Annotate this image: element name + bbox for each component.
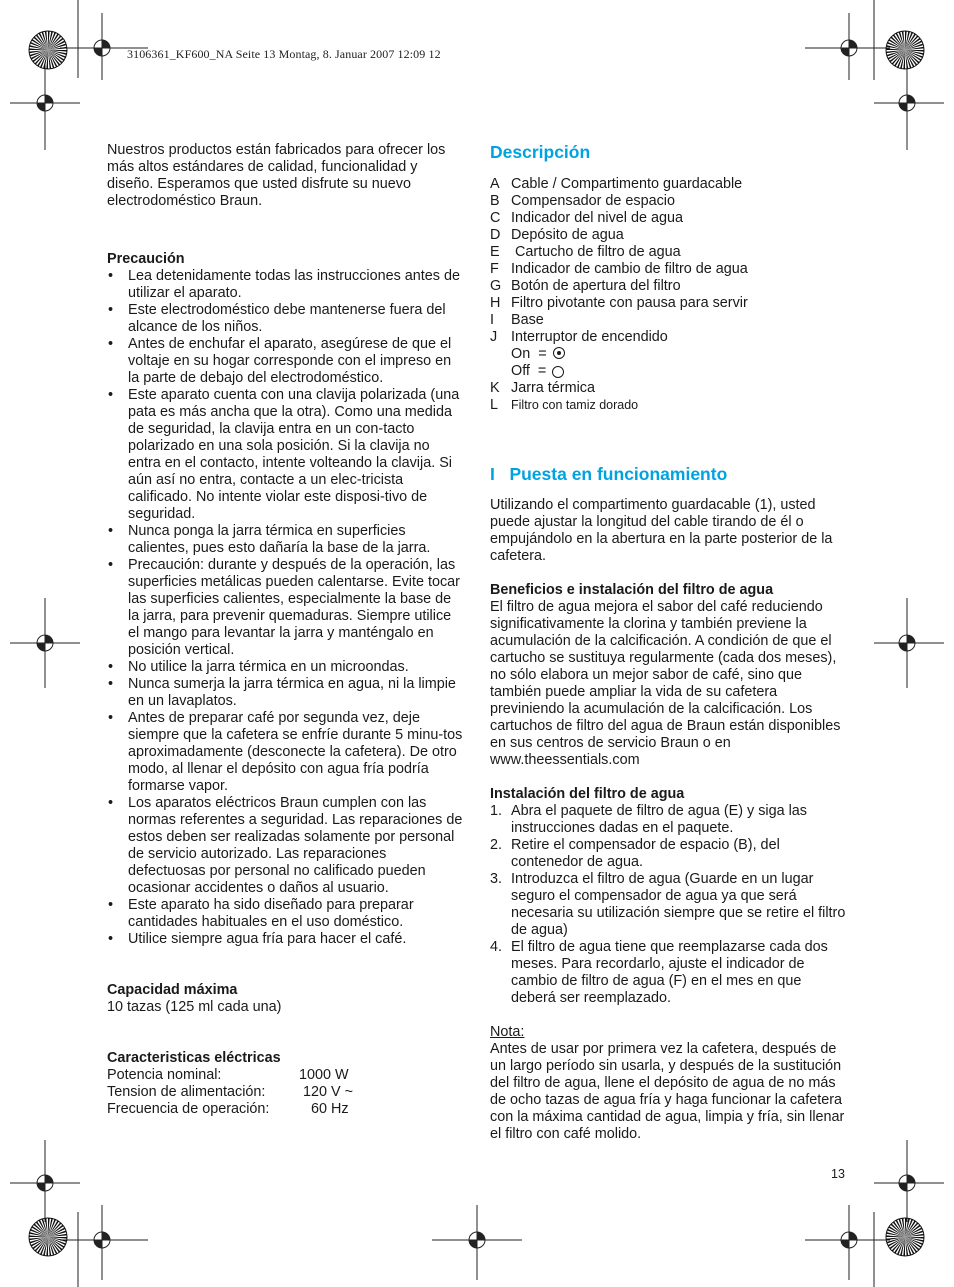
part-text: Interruptor de encendido <box>511 329 668 345</box>
list-item: • Nunca sumerja la jarra térmica en agua, ni la limpie en un lavaplatos. <box>107 676 463 710</box>
parts-list <box>490 176 846 414</box>
spec-table <box>107 1067 463 1118</box>
step-number: 3. <box>490 871 503 887</box>
part-letter: H <box>490 295 501 311</box>
switch-off-label: Off = <box>511 363 547 379</box>
startup-heading: I Puesta en funcionamiento <box>490 464 728 484</box>
list-item <box>490 803 846 837</box>
note-paragraph: Antes de usar por primera vez la cafetera, después de un largo período sin usarla, y después de la sustitución del filtro de agua, llene el depósito de agua de no más de ocho tazas de agua fría y haga funcionar la cafetera con la máxima cantidad de agua, limpia y fría, sin llenar el filtro con café molido. <box>490 1041 845 1142</box>
list-item <box>490 397 846 414</box>
sunburst-mark <box>885 1217 925 1257</box>
capacity-heading: Capacidad máxima <box>107 982 238 998</box>
list-item: • Este aparato cuenta con una clavija polarizada (una pata es más ancha que la otra). Como una medida de seguridad, la clavija entra en un con-tacto polarizado en una sola posición. Si la clavija no entra en el contacto, intente volteando la clavija. Si aún así no entra, contacte a un elec-tricista calificado. No intente violar este disposi-tivo de seguridad. <box>107 387 463 523</box>
part-text: Filtro pivotante con pausa para servir <box>511 295 748 311</box>
switch-on-row <box>490 346 846 363</box>
spec-value: 120 V ~ <box>303 1084 354 1100</box>
spec-label: Tension de alimentación: <box>107 1084 266 1100</box>
list-item: • Antes de preparar café por segunda vez, deje siempre que la cafetera se enfríe durante 5 minu-tos aproximadamente (desconecte la cafetera). De otro modo, al llenar el depósito con agua fría podría formarse vapor. <box>107 710 463 795</box>
capacity-text: 10 tazas (125 ml cada una) <box>107 999 282 1015</box>
right-column <box>490 142 846 1143</box>
spec-row <box>107 1084 463 1101</box>
part-text: Indicador de cambio de filtro de agua <box>511 261 748 277</box>
step-number: 2. <box>490 837 503 853</box>
list-item: • Lea detenidamente todas las instrucciones antes de utilizar el aparato. <box>107 268 463 302</box>
spec-row <box>107 1101 463 1118</box>
description-heading: Descripción <box>490 142 591 162</box>
list-item <box>490 278 846 295</box>
step-text: Abra el paquete de filtro de agua (E) y siga las instrucciones dadas en el paquete. <box>511 803 807 836</box>
power-on-icon <box>553 347 565 359</box>
page-number: 13 <box>831 1167 845 1181</box>
part-text: Base <box>511 312 544 328</box>
spec-value: 60 Hz <box>311 1101 349 1117</box>
step-text: Introduzca el filtro de agua (Guarde en un lugar seguro el compensador de agua ya que será necesaria su utilización siempre que se retire el filtro de agua) <box>511 871 846 938</box>
switch-off-row <box>490 363 846 380</box>
part-text: Jarra térmica <box>511 380 595 396</box>
part-text: Indicador del nivel de agua <box>511 210 684 226</box>
part-letter: I <box>490 312 494 328</box>
startup-paragraph: Utilizando el compartimento guardacable (1), usted puede ajustar la longitud del cable tirando de él o empujándolo en la abertura en la parte posterior de la cafetera. <box>490 497 833 564</box>
part-letter: A <box>490 176 500 192</box>
electrical-heading: Caracteristicas eléctricas <box>107 1050 281 1066</box>
list-item: • Precaución: durante y después de la operación, las superficies metálicas pueden calentarse. Evite tocar las superficies calientes, especialmente la base de la jarra, para prevenir quemaduras. Siempre utilice el mango para levantar la jarra y manténgalo en posición vertical. <box>107 557 463 659</box>
list-item <box>490 244 846 261</box>
list-item <box>490 261 846 278</box>
list-item <box>490 176 846 193</box>
sunburst-mark <box>885 30 925 70</box>
list-item <box>490 837 846 871</box>
benefits-heading: Beneficios e instalación del filtro de agua <box>490 582 774 598</box>
step-number: 1. <box>490 803 503 819</box>
list-item: • Este aparato ha sido diseñado para preparar cantidades habituales en el uso doméstico. <box>107 897 463 931</box>
part-letter: F <box>490 261 499 277</box>
sunburst-mark <box>28 1217 68 1257</box>
note-label: Nota: <box>490 1024 525 1040</box>
part-letter: D <box>490 227 501 243</box>
part-letter: G <box>490 278 502 294</box>
part-letter: J <box>490 329 498 345</box>
list-item <box>490 939 846 1007</box>
part-letter: E <box>490 244 500 260</box>
precaution-list <box>107 268 463 948</box>
list-item: • Los aparatos eléctricos Braun cumplen con las normas referentes a seguridad. Las reparaciones de estos deben ser realizadas solamente por personal de servicio autorizado. Las reparaciones defectuosas por personal no calificado pueden ocasionar accidentes o daños al usuario. <box>107 795 463 897</box>
spec-label: Frecuencia de operación: <box>107 1101 270 1117</box>
part-text: Compensador de espacio <box>511 193 675 209</box>
part-text: Filtro con tamiz dorado <box>511 398 639 412</box>
power-off-icon <box>552 366 564 378</box>
benefits-paragraph: El filtro de agua mejora el sabor del café reduciendo significativamente la clorina y también previene la acumulación de la calcificación. A condición de que el cartucho se sustituya regularmente (cada dos meses), no sólo elabora un mejor sabor de café, sino que también puede ampliar la vida de su cafetera previniendo la acumulación de la calcificación. Los cartuchos de filtro del agua de Braun están disponibles en sus centros de servicio Braun o en www.theessentials.com <box>490 599 841 768</box>
list-item <box>490 380 846 397</box>
install-heading: Instalación del filtro de agua <box>490 786 685 802</box>
list-item <box>490 210 846 227</box>
spec-label: Potencia nominal: <box>107 1067 222 1083</box>
part-letter: L <box>490 397 499 413</box>
list-item: • Antes de enchufar el aparato, asegúrese de que el voltaje en su hogar corresponde con el impreso en la parte de debajo del electrodoméstico. <box>107 336 463 387</box>
list-item: • No utilice la jarra térmica en un microondas. <box>107 659 463 676</box>
list-item <box>490 227 846 244</box>
left-column <box>107 142 463 1118</box>
list-item <box>490 312 846 329</box>
spec-row <box>107 1067 463 1084</box>
part-text: Cartucho de filtro de agua <box>511 244 681 260</box>
part-letter: K <box>490 380 500 396</box>
list-item <box>490 295 846 312</box>
list-item: • Nunca ponga la jarra térmica en superficies calientes, pues esto dañaría la base de la jarra. <box>107 523 463 557</box>
list-item: • Utilice siempre agua fría para hacer el café. <box>107 931 463 948</box>
list-item <box>490 329 846 346</box>
part-text: Depósito de agua <box>511 227 624 243</box>
step-text: El filtro de agua tiene que reemplazarse cada dos meses. Para recordarlo, ajuste el indicador de cambio de filtro de agua (F) en el mes en que deberá ser reemplazado. <box>511 939 828 1006</box>
switch-on-label: On = <box>511 346 547 362</box>
list-item: • Este electrodoméstico debe mantenerse fuera del alcance de los niños. <box>107 302 463 336</box>
install-steps <box>490 803 846 1007</box>
sunburst-mark <box>28 30 68 70</box>
part-text: Cable / Compartimento guardacable <box>511 176 743 192</box>
precaution-heading: Precaución <box>107 251 185 267</box>
spec-value: 1000 W <box>299 1067 349 1083</box>
intro-paragraph: Nuestros productos están fabricados para ofrecer los más altos estándares de calidad, funcionalidad y diseño. Esperamos que usted disfrute su nuevo electrodoméstico Braun. <box>107 142 446 209</box>
step-text: Retire el compensador de espacio (B), del contenedor de agua. <box>511 837 780 870</box>
part-letter: B <box>490 193 500 209</box>
step-number: 4. <box>490 939 503 955</box>
part-letter: C <box>490 210 501 226</box>
list-item <box>490 193 846 210</box>
part-text: Botón de apertura del filtro <box>511 278 681 294</box>
print-slug: 3106361_KF600_NA Seite 13 Montag, 8. Januar 2007 12:09 12 <box>127 47 441 61</box>
list-item <box>490 871 846 939</box>
